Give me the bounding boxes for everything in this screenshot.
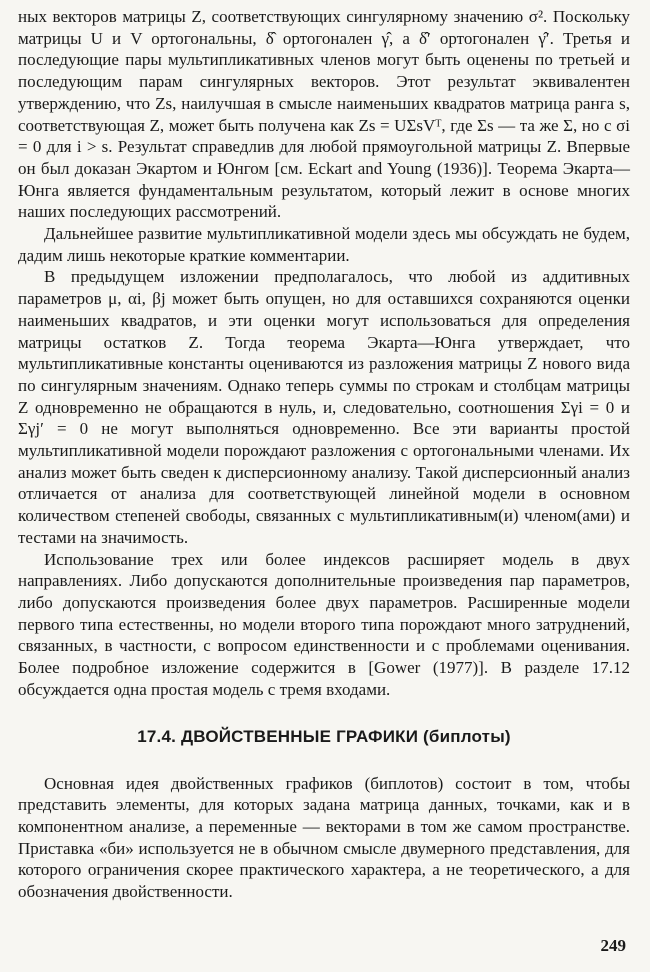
section-paragraph: Основная идея двойственных графиков (биплотов) состоит в том, чтобы представить элементы, для которых задана матрица данных, точками, как и в компонентном анализе, а переменные — векторами в том же самом пространстве. Приставка «би» используется не в обычном смысле двумерного представления, для которого ограничения скорее практического характера, а не теоретического, а для обозначения двойственности. [18, 773, 630, 902]
section-heading: 17.4. ДВОЙСТВЕННЫЕ ГРАФИКИ (биплоты) [137, 726, 511, 746]
paragraph-2: Дальнейшее развитие мультипликативной модели здесь мы обсуждать не будем, дадим лишь некоторые краткие комментарии. [18, 224, 630, 265]
paragraph-1: ных векторов матрицы Z, соответствующих сингулярному значению σ². Поскольку матрицы U и V ортогональны, δ̂ ортогонален γ̂, а δ̂′ ортогонален γ̂′. Третья и последующие пары мультипликативных членов могут быть оценены по третьей и последующим парам сингулярных векторов. Этот результат эквивалентен утверждению, что Zs, наилучшая в смысле наименьших квадратов матрица ранга s, соответствующая Z, может быть получена как Zs = UΣsVᵀ, где Σs — та же Σ, но с σi = 0 для i > s. Результат справедлив для любой прямоугольной матрицы Z. Впервые он был доказан Экартом и Юнгом [см. Eckart and Young (1936)]. Теорема Экарта—Юнга является фундаментальным результатом, который лежит в основе многих наших последующих рассмотрений. [18, 7, 630, 222]
page-number: 249 [600, 936, 626, 955]
paragraph-4: Использование трех или более индексов расширяет модель в двух направлениях. Либо допускаются дополнительные произведения пар параметров, либо допускаются произведения более двух параметров. Расширенные модели первого типа естественны, но модели второго типа порождают много затруднений, связанных, в частности, с вопросом единственности и с проблемами оценивания. Более подробное изложение содержится в [Gower (1977)]. В разделе 17.12 обсуждается одна простая модель с тремя входами. [18, 549, 630, 699]
paragraph-3: В предыдущем изложении предполагалось, что любой из аддитивных параметров μ, αi, βj может быть опущен, но для оставшихся сохраняются оценки наименьших квадратов, и эти оценки могут использоваться для определения матрицы остатков Z. Тогда теорема Экарта—Юнга утверждает, что мультипликативные константы оцениваются из разложения матрицы Z нового вида по сингулярным значениям. Однако теперь суммы по строкам и столбцам матрицы Z одновременно не обращаются в нуль, и, следовательно, соотношения Σγi = 0 и Σγj′ = 0 не могут выполняться одновременно. Все эти варианты простой мультипликативной модели порождают разложения с ортогональными членами. Их анализ может быть сведен к дисперсионному анализу. Такой дисперсионный анализ отличается от анализа для соответствующей линейной модели в основном количеством степеней свободы, связанных с мультипликативным(и) членом(ами) и тестами на значимость. [18, 267, 630, 547]
